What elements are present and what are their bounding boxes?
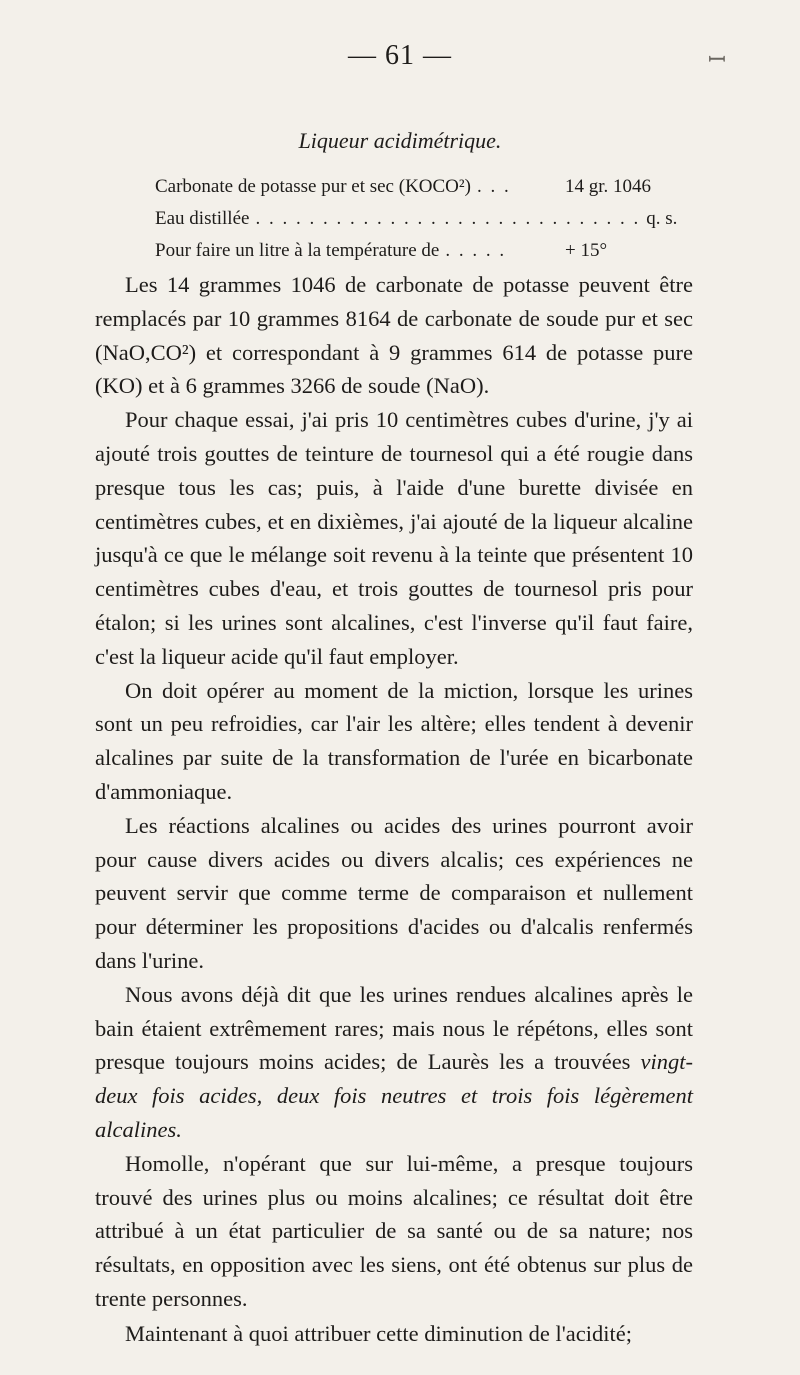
page-number (0, 40, 800, 72)
dot-leader: . . . (476, 176, 511, 197)
recipe-table (155, 176, 695, 272)
recipe-row (155, 176, 695, 208)
paragraph-text: Nous avons déjà dit que les urines rendues alcalines après le bain étaient extrêmement rares; mais nous le répétons, elles sont presque toujours moins acides; de Laurès les a trouvées (95, 981, 693, 1075)
body-text (95, 268, 693, 1351)
section-title: Liqueur acidimétrique. (298, 128, 502, 153)
recipe-value: 14 gr. 1046 (565, 176, 652, 197)
dash-left: — (348, 40, 377, 71)
paragraph: Pour chaque essai, j'ai pris 10 centimètres cubes d'urine, j'y ai ajouté trois gouttes de teinture de tournesol qui a été rougie dans presque tous les cas; puis, à l'aide d'une burette divisée en centimètres cubes, et en dixièmes, j'ai ajouté de la liqueur alcaline jusqu'à ce que le mélange soit revenu à la teinte que présentent 10 centimètres cubes d'eau, et trois gouttes de tournesol pris pour étalon; si les urines sont alcalines, c'est l'inverse qu'il faut faire, c'est la liqueur acide qu'il faut employer. (95, 407, 693, 669)
dot-leader: . . . . . . . . . . . . . . . . . . . . . . . . . . . . . (255, 208, 641, 229)
paragraph: Les 14 grammes 1046 de carbonate de potasse peuvent être remplacés par 10 grammes 8164 de carbonate de soude pur et sec (NaO,CO²) et correspondant à 9 grammes 614 de potasse pure (KO) et à 6 grammes 3266 de soude (NaO). (95, 272, 693, 399)
recipe-value: q. s. (646, 208, 678, 229)
recipe-label: Carbonate de potasse pur et sec (KOCO²) (155, 176, 471, 197)
paragraph: On doit opérer au moment de la miction, lorsque les urines sont un peu refroidies, car l'air les altère; elles tendent à devenir alcalines par suite de la transformation de l'urée en bicarbonate d'ammoniaque. (95, 677, 693, 804)
recipe-label: Pour faire un litre à la température de (155, 240, 440, 261)
corner-stamp-mark: ꟷ (708, 47, 726, 72)
dot-leader: . . . . . (445, 240, 507, 261)
recipe-label: Eau distillée (155, 208, 250, 229)
paragraph: Maintenant à quoi attribuer cette diminution de l'acidité; (125, 1320, 633, 1346)
paragraph (95, 978, 693, 1147)
paragraph: Les réactions alcalines ou acides des urines pourront avoir pour cause divers acides ou divers alcalis; ces expériences ne peuvent servir que comme terme de comparaison et nullement pour déterminer les propositions d'acides ou d'alcalis renfermés dans l'urine. (95, 812, 693, 973)
page-number-value: 61 (385, 40, 415, 71)
dash-right: — (423, 40, 452, 71)
paragraph: Homolle, n'opérant que sur lui-même, a presque toujours trouvé des urines plus ou moins alcalines; ce résultat doit être attribué à un état particulier de sa santé ou de sa nature; nos résultats, en opposition avec les siens, ont été obtenus sur plus de trente personnes. (95, 1150, 693, 1311)
recipe-value: + 15° (565, 240, 608, 261)
italic-phrase: vingt-deux fois acides, deux fois neutres et trois fois légèrement alcalines. (95, 1049, 693, 1142)
recipe-row (155, 208, 695, 240)
